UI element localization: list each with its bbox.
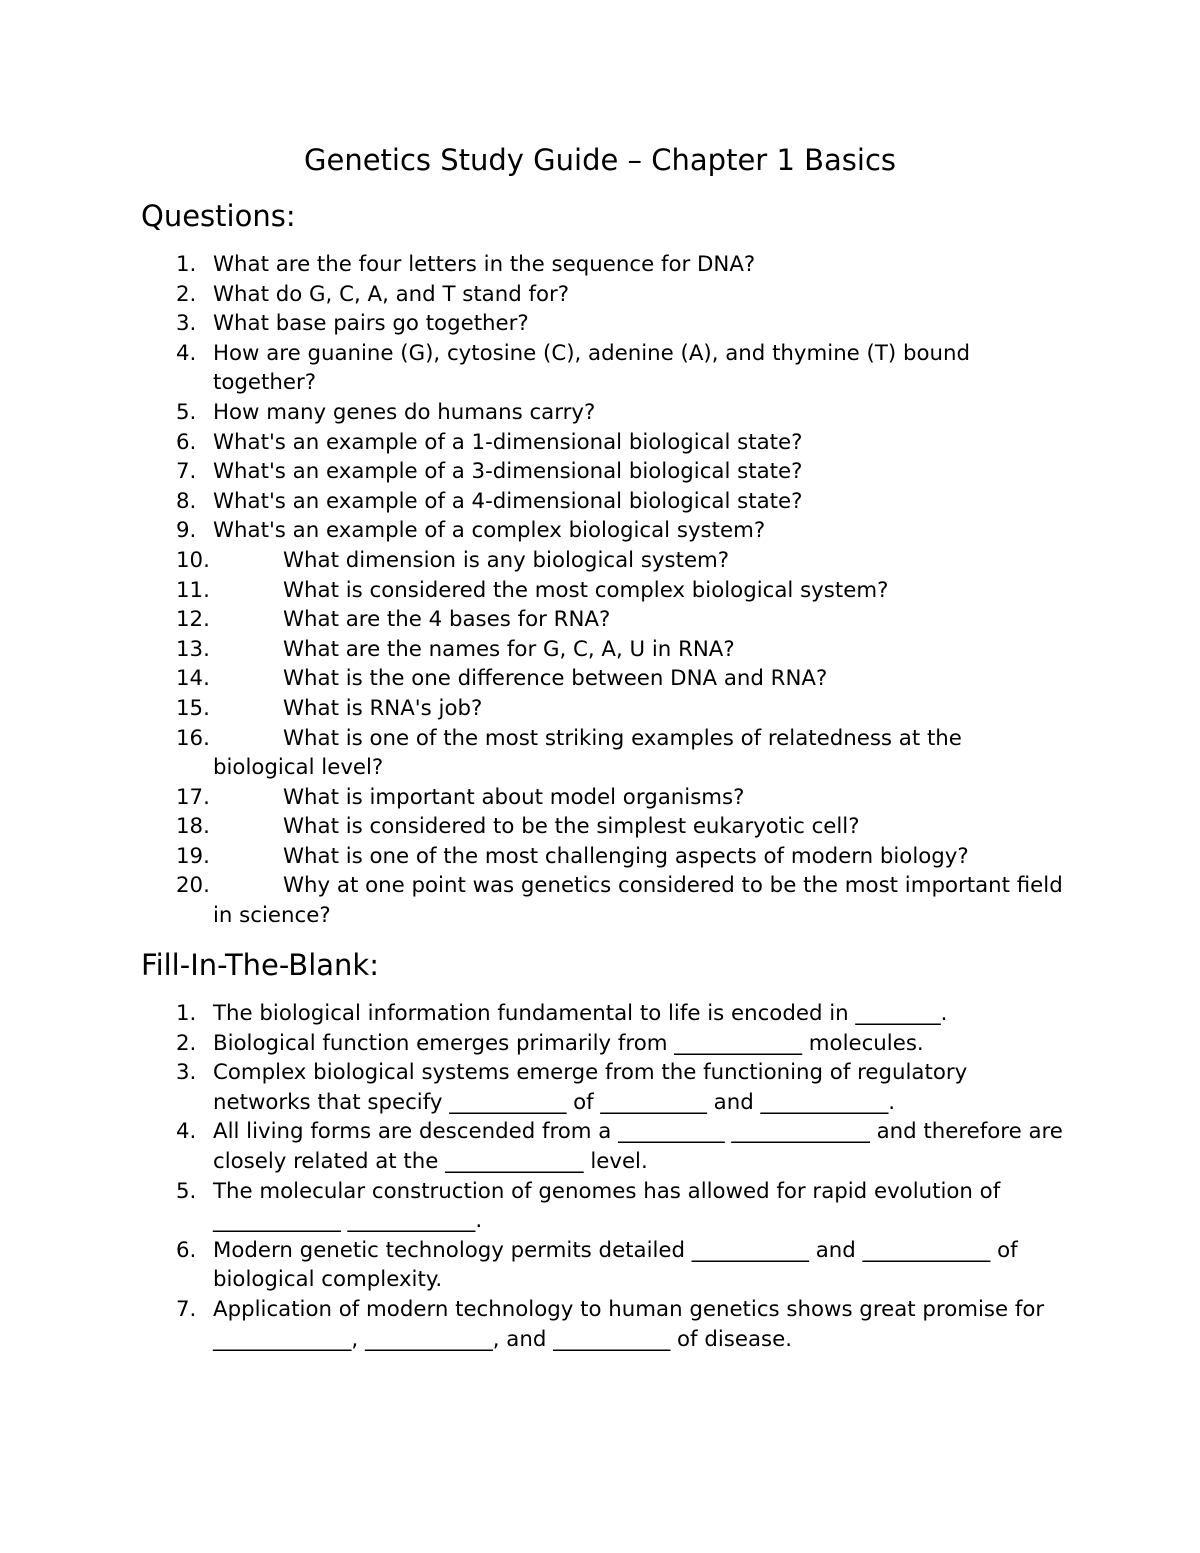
question-item (0, 546, 1200, 576)
fill-in-heading: Fill-In-The-Blank: (141, 948, 379, 982)
fill-in-list (0, 999, 1200, 1354)
question-item (0, 250, 1200, 280)
question-text: What is important about model organisms? (283, 784, 745, 810)
question-number: 5. (176, 399, 197, 425)
question-text: Why at one point was genetics considered to be the most important field in science? (213, 873, 1063, 929)
question-number: 2. (176, 281, 197, 307)
question-text: What are the 4 bases for RNA? (283, 607, 611, 633)
question-text: How are guanine (G), cytosine (C), adenine (A), and thymine (T) bound together? (213, 340, 971, 396)
question-number: 15. (176, 695, 210, 721)
fill-in-text: All living forms are descended from a __________ _____________ and therefore are closely related at the _____________ level. (213, 1119, 1063, 1174)
question-number: 6. (176, 429, 197, 455)
questions-heading: Questions: (141, 199, 296, 233)
question-text: What do G, C, A, and T stand for? (213, 281, 570, 307)
page-title: Genetics Study Guide – Chapter 1 Basics (304, 143, 896, 177)
question-text: What is RNA's job? (283, 695, 483, 721)
question-item (0, 842, 1200, 872)
question-number: 7. (176, 459, 197, 485)
question-number: 14. (176, 666, 210, 692)
fill-in-text: The molecular construction of genomes has allowed for rapid evolution of ____________ ____________. (213, 1178, 1001, 1234)
question-item (0, 516, 1200, 546)
fill-in-item (0, 1117, 1200, 1176)
question-item (0, 428, 1200, 458)
fill-in-number: 4. (176, 1119, 197, 1145)
question-number: 1. (176, 252, 197, 277)
question-text: What's an example of a 1-dimensional biological state? (213, 429, 803, 455)
question-item (0, 280, 1200, 310)
question-number: 3. (176, 311, 197, 337)
question-item (0, 694, 1200, 724)
question-text: What are the four letters in the sequence for DNA? (213, 252, 756, 277)
question-text: What's an example of a complex biological system? (213, 518, 766, 544)
fill-in-number: 2. (176, 1030, 197, 1056)
question-text: What is considered to be the simplest eukaryotic cell? (283, 814, 860, 840)
question-text: What is the one difference between DNA and RNA? (283, 666, 828, 692)
question-item (0, 635, 1200, 665)
question-number: 16. (176, 725, 210, 751)
fill-in-text: Application of modern technology to human genetics shows great promise for _____________, ____________, and ___________ of disease. (213, 1296, 1045, 1352)
fill-in-number: 5. (176, 1178, 197, 1204)
question-item (0, 664, 1200, 694)
question-item (0, 871, 1200, 930)
question-text: What's an example of a 4-dimensional biological state? (213, 488, 803, 514)
question-item (0, 339, 1200, 398)
question-number: 12. (176, 607, 210, 633)
question-item (0, 309, 1200, 339)
question-number: 13. (176, 636, 210, 662)
question-number: 8. (176, 488, 197, 514)
question-text: What base pairs go together? (213, 311, 529, 337)
question-item (0, 724, 1200, 783)
fill-in-item (0, 1029, 1200, 1059)
fill-in-number: 1. (176, 1001, 197, 1026)
question-number: 18. (176, 814, 210, 840)
question-text: What is considered the most complex biological system? (283, 577, 889, 603)
question-number: 9. (176, 518, 197, 544)
question-text: How many genes do humans carry? (213, 399, 596, 425)
question-item (0, 398, 1200, 428)
fill-in-text: Biological function emerges primarily from ____________ molecules. (213, 1030, 924, 1056)
fill-in-item (0, 1177, 1200, 1236)
question-text: What dimension is any biological system? (283, 547, 730, 573)
fill-in-text: Complex biological systems emerge from the functioning of regulatory networks that specify ___________ of __________ and ____________. (213, 1060, 968, 1115)
question-text: What are the names for G, C, A, U in RNA? (283, 636, 735, 662)
question-item (0, 576, 1200, 606)
question-number: 20. (176, 873, 210, 899)
questions-list (0, 250, 1200, 931)
fill-in-item (0, 1058, 1200, 1117)
question-number: 19. (176, 843, 210, 869)
fill-in-number: 6. (176, 1237, 197, 1263)
question-number: 10. (176, 547, 210, 573)
question-number: 17. (176, 784, 210, 810)
fill-in-text: The biological information fundamental to life is encoded in ________. (213, 1001, 948, 1026)
question-number: 4. (176, 340, 197, 366)
fill-in-number: 7. (176, 1296, 197, 1322)
question-text: What is one of the most striking examples of relatedness at the biological level? (213, 725, 962, 781)
question-item (0, 783, 1200, 813)
question-item (0, 605, 1200, 635)
question-item (0, 457, 1200, 487)
fill-in-item (0, 1295, 1200, 1354)
fill-in-text: Modern genetic technology permits detailed ___________ and ____________ of biological complexity. (213, 1237, 1018, 1293)
fill-in-item (0, 1236, 1200, 1295)
question-item (0, 487, 1200, 517)
question-text: What is one of the most challenging aspects of modern biology? (283, 843, 969, 869)
fill-in-item (0, 999, 1200, 1029)
fill-in-number: 3. (176, 1060, 197, 1086)
question-text: What's an example of a 3-dimensional biological state? (213, 459, 803, 485)
question-number: 11. (176, 577, 210, 603)
question-item (0, 812, 1200, 842)
